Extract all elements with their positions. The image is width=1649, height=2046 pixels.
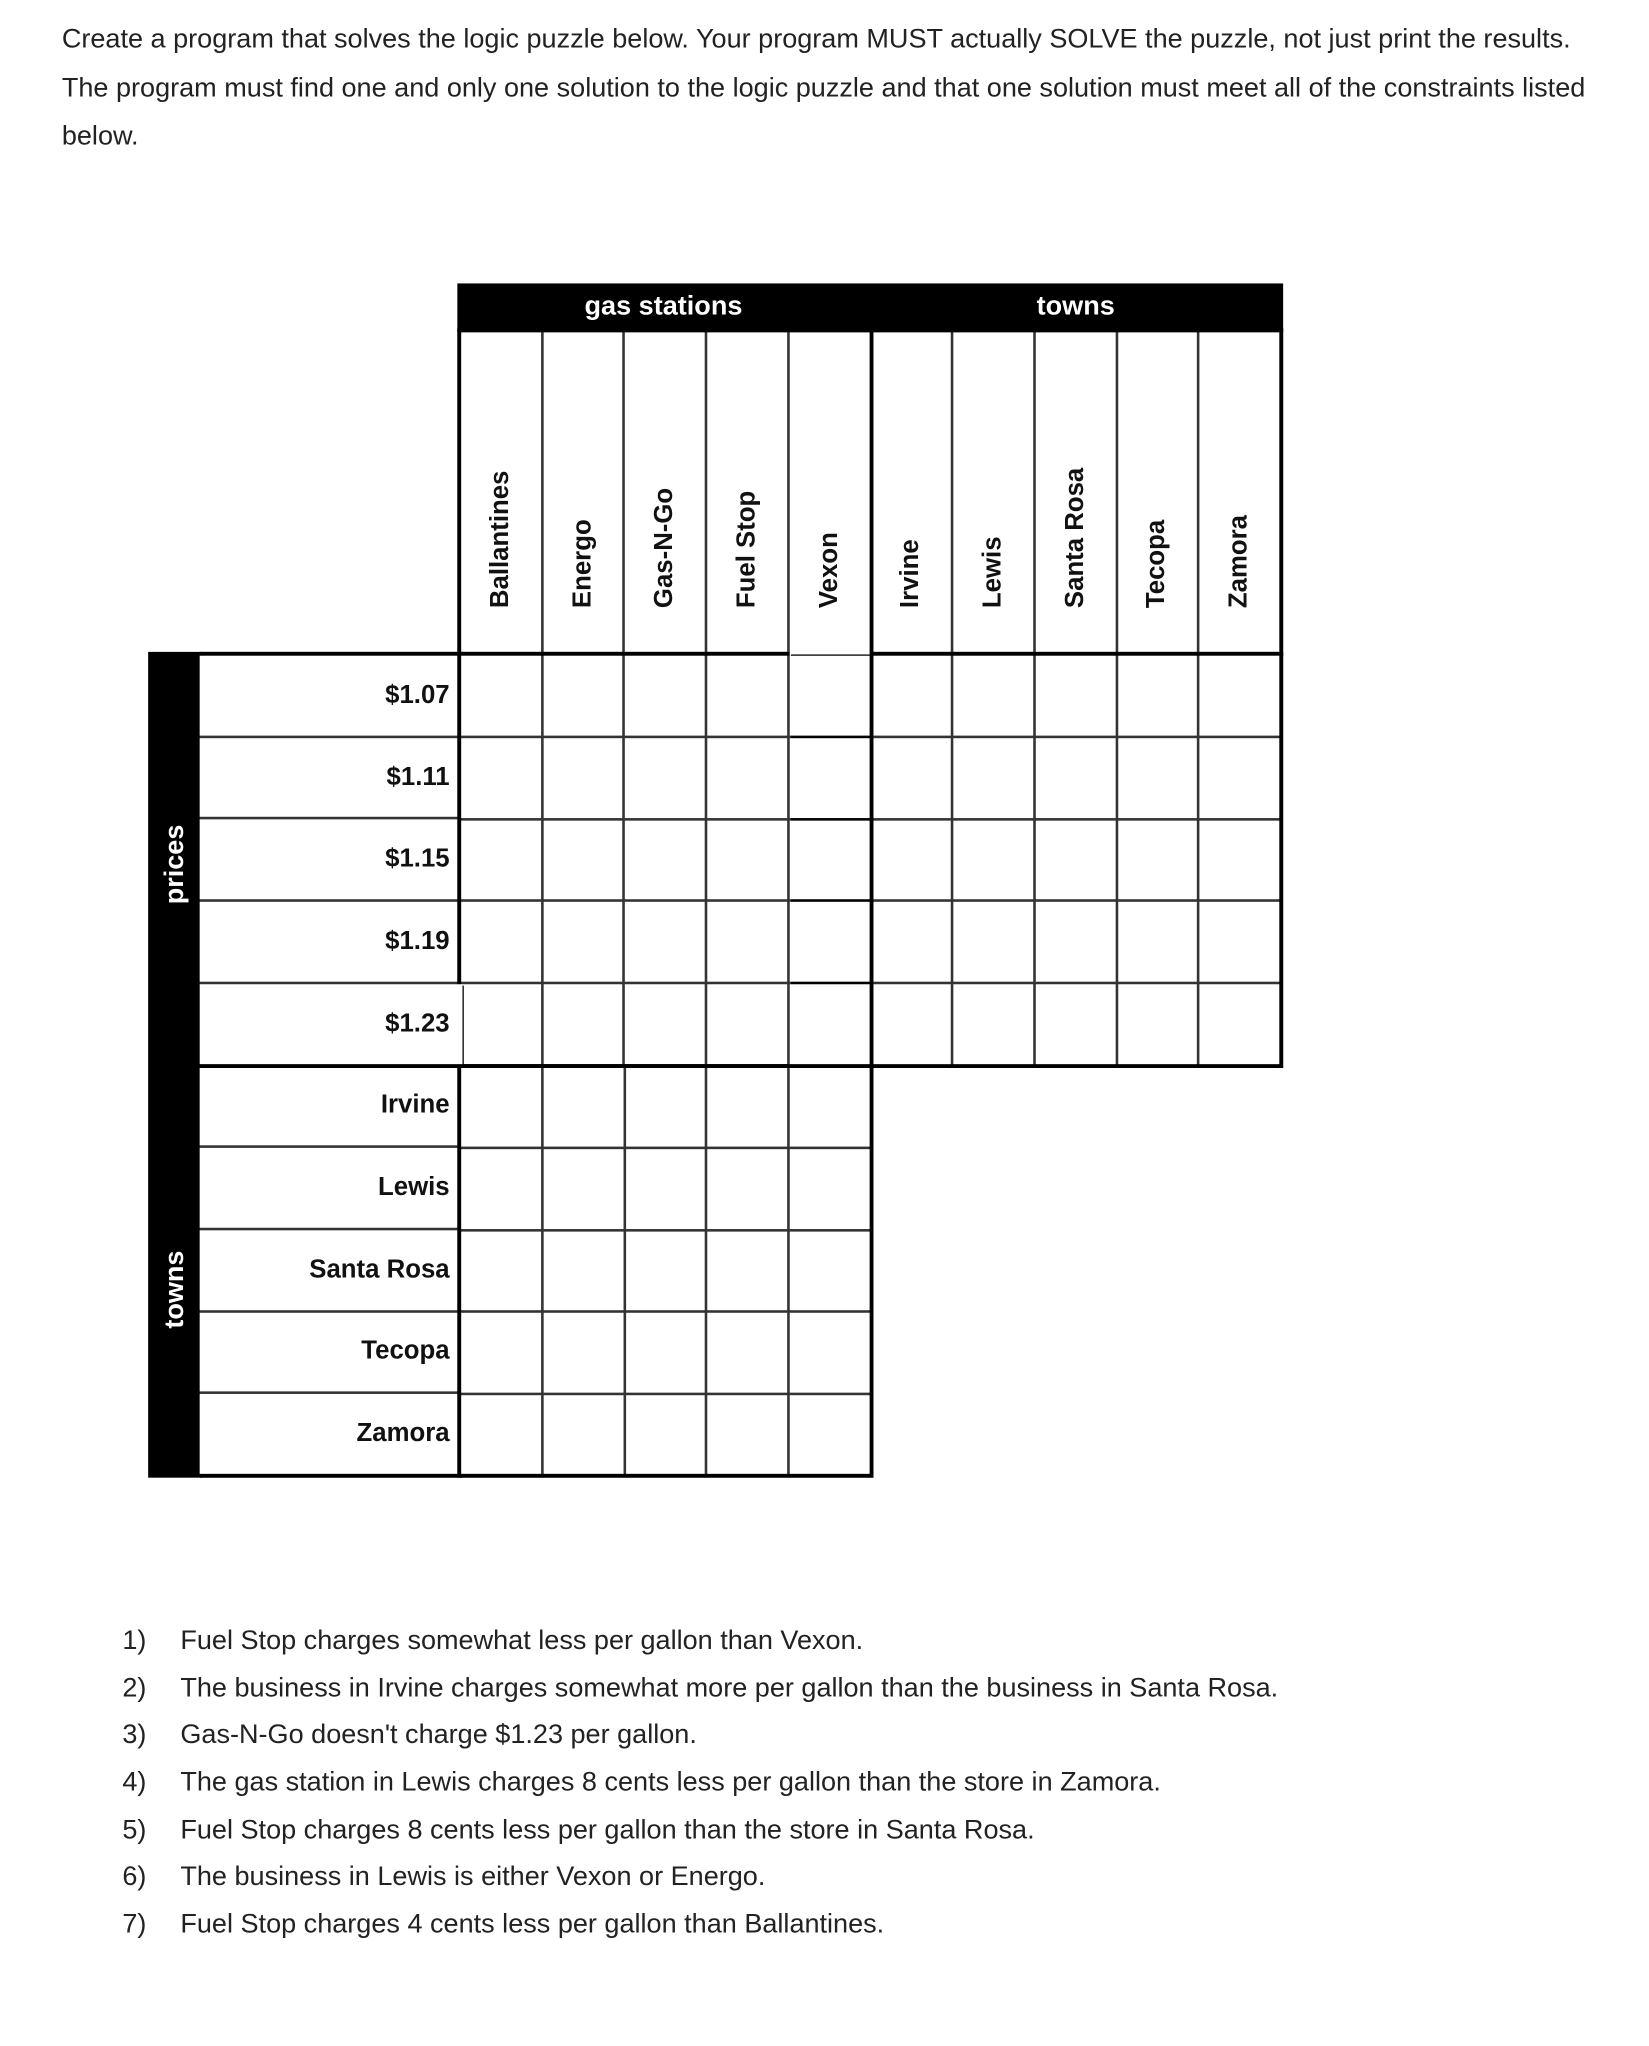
row-header: [200, 902, 463, 981]
grid-cell[interactable]: [789, 656, 868, 736]
clue-number: 4): [122, 1767, 147, 1798]
grid-cell[interactable]: [707, 656, 786, 736]
grid-cell[interactable]: [872, 902, 951, 982]
row-header: [200, 820, 463, 899]
grid-cell[interactable]: [543, 1395, 623, 1474]
row-headers: [200, 652, 463, 1478]
grid-cell[interactable]: [789, 738, 868, 818]
grid-cell[interactable]: [872, 656, 951, 736]
clue-number: 7): [122, 1909, 147, 1940]
grid-cell[interactable]: [461, 1068, 541, 1147]
grid-cell[interactable]: [1200, 738, 1279, 818]
column-label: Santa Rosa: [1060, 467, 1089, 609]
column-header: [543, 332, 622, 655]
grid-cell[interactable]: [461, 985, 540, 1065]
grid-cell[interactable]: [626, 1150, 706, 1229]
grid-cell[interactable]: [543, 1231, 623, 1310]
grid-cell[interactable]: [625, 985, 704, 1065]
grid-cell[interactable]: [954, 985, 1033, 1065]
grid-cell[interactable]: [1118, 820, 1197, 900]
grid-cell[interactable]: [872, 820, 951, 900]
grid-cell[interactable]: [626, 1068, 706, 1147]
grid-cell[interactable]: [461, 656, 540, 736]
column-header: [707, 332, 786, 655]
grid-cell[interactable]: [954, 820, 1033, 900]
grid-cell[interactable]: [625, 656, 704, 736]
column-header: [872, 332, 951, 655]
row-header: [200, 738, 463, 817]
grid-cell[interactable]: [461, 1231, 541, 1310]
clue-text: The business in Lewis is either Vexon or Energo.: [180, 1862, 766, 1892]
row-header: [200, 984, 463, 1063]
clue-number: 6): [122, 1862, 147, 1892]
left-group-header: [148, 652, 202, 1478]
clue-text: The gas station in Lewis charges 8 cents less per gallon than the store in Zamora.: [180, 1767, 1161, 1798]
column-header: [954, 332, 1033, 655]
grid-cell[interactable]: [872, 985, 951, 1065]
column-label: Tecopa: [1142, 519, 1171, 609]
column-label: Gas-N-Go: [650, 487, 679, 609]
grid-cell[interactable]: [461, 1313, 541, 1392]
row-header: [200, 1394, 463, 1473]
grid-cell[interactable]: [707, 820, 786, 900]
column-label: Zamora: [1224, 514, 1254, 609]
column-header: [1118, 332, 1197, 655]
grid-cell[interactable]: [461, 820, 540, 900]
grid-cell[interactable]: [954, 738, 1033, 818]
grid-cell[interactable]: [543, 1150, 623, 1229]
row-header: [200, 1148, 463, 1227]
grid-cell[interactable]: [543, 738, 622, 818]
column-header: [625, 332, 704, 655]
row-header: [200, 1312, 463, 1391]
grid-cell[interactable]: [543, 1313, 623, 1392]
column-label: Energo: [568, 519, 597, 609]
grid-cell[interactable]: [1036, 902, 1115, 982]
column-header: [1200, 332, 1279, 655]
grid-cell[interactable]: [1200, 820, 1279, 900]
clue-item: [122, 1760, 1278, 1807]
grid-cell[interactable]: [1118, 902, 1197, 982]
clue-number: 5): [122, 1814, 147, 1845]
row-label: Tecopa: [361, 1337, 450, 1366]
clue-number: 3): [122, 1720, 147, 1750]
clue-text: Fuel Stop charges 8 cents less per gallon than the store in Santa Rosa.: [180, 1814, 1035, 1845]
row-label: $1.11: [386, 762, 450, 792]
column-label: Lewis: [978, 536, 1007, 609]
grid-cell[interactable]: [626, 1395, 706, 1474]
grid-cell[interactable]: [789, 985, 868, 1065]
row-label: Lewis: [378, 1173, 450, 1202]
clue-item: [122, 1854, 1278, 1901]
column-label: Fuel Stop: [732, 490, 761, 609]
grid-cell[interactable]: [789, 902, 868, 982]
clue-number: 1): [122, 1625, 147, 1656]
grid-cell[interactable]: [1200, 902, 1279, 982]
grid-cell[interactable]: [707, 738, 786, 818]
row-header: [200, 1066, 463, 1145]
grid-cell[interactable]: [543, 902, 622, 982]
group-label-towns-left: towns: [159, 1250, 190, 1329]
row-label: $1.07: [385, 680, 450, 710]
grid-cell[interactable]: [1036, 985, 1115, 1065]
clue-list: [122, 1618, 1278, 1949]
grid-cell[interactable]: [872, 738, 951, 818]
group-label-prices: prices: [159, 824, 190, 905]
row-label: Santa Rosa: [309, 1255, 450, 1284]
grid-cell[interactable]: [707, 985, 786, 1065]
grid-cell[interactable]: [626, 1231, 706, 1310]
grid-cell[interactable]: [708, 1231, 788, 1310]
column-header: [1036, 332, 1115, 655]
grid-cell[interactable]: [461, 1150, 541, 1229]
group-label-gas-stations: gas stations: [584, 291, 743, 321]
row-header: [200, 1230, 463, 1309]
grid-cell[interactable]: [1200, 985, 1279, 1065]
instructions-text: Create a program that solves the logic puzzle below. Your program MUST actually SOLVE the puzzle, not just print the results. The program must find one and only one solution to the logic puzzle and that one solution must meet all of the constraints listed below.: [61, 24, 1586, 151]
clue-item: [122, 1618, 1278, 1665]
grid-prices-block: [457, 652, 1283, 1068]
grid-cell[interactable]: [789, 820, 868, 900]
group-label-towns: towns: [1036, 291, 1115, 321]
row-label: $1.19: [385, 926, 450, 956]
grid-cell[interactable]: [1118, 985, 1197, 1065]
grid-cell[interactable]: [626, 1313, 706, 1392]
grid-cell[interactable]: [790, 1068, 870, 1147]
grid-cell[interactable]: [1118, 738, 1197, 818]
grid-cell[interactable]: [461, 902, 540, 982]
grid-cell[interactable]: [1118, 656, 1197, 736]
column-header: [461, 332, 540, 655]
grid-cell[interactable]: [954, 656, 1033, 736]
clue-text: Fuel Stop charges 4 cents less per gallon than Ballantines.: [180, 1909, 885, 1940]
grid-cell[interactable]: [790, 1231, 870, 1310]
grid-cell[interactable]: [708, 1150, 788, 1229]
grid-cell[interactable]: [543, 1068, 623, 1147]
grid-cell[interactable]: [625, 902, 704, 982]
column-label: Ballantines: [486, 470, 515, 609]
clue-text: The business in Irvine charges somewhat more per gallon than the business in Santa Rosa.: [180, 1673, 1279, 1703]
clue-number: 2): [122, 1673, 147, 1703]
grid-cell[interactable]: [790, 1150, 870, 1229]
top-group-header: [457, 283, 1283, 331]
row-header: [200, 656, 463, 735]
grid-cell[interactable]: [461, 1395, 541, 1474]
column-label: Irvine: [896, 539, 925, 609]
grid-cell[interactable]: [1036, 738, 1115, 818]
grid-cell[interactable]: [1036, 656, 1115, 736]
clue-item: [122, 1665, 1278, 1712]
grid-cell[interactable]: [708, 1068, 788, 1147]
column-header: [789, 332, 868, 655]
grid-cell[interactable]: [625, 738, 704, 818]
row-label: Irvine: [380, 1090, 450, 1120]
grid-cell[interactable]: [1036, 820, 1115, 900]
grid-towns-stations-block: [457, 1064, 873, 1478]
column-label: Vexon: [814, 532, 843, 609]
row-label: $1.23: [385, 1008, 450, 1038]
grid-cell[interactable]: [790, 1395, 870, 1474]
row-label: Zamora: [356, 1419, 450, 1448]
clue-item: [122, 1807, 1278, 1854]
column-headers: [457, 329, 1283, 656]
grid-cell[interactable]: [790, 1313, 870, 1392]
grid-cell[interactable]: [954, 902, 1033, 982]
grid-cell[interactable]: [543, 656, 622, 736]
clue-item: [122, 1713, 1278, 1760]
grid-cell[interactable]: [1200, 656, 1279, 736]
grid-cell[interactable]: [543, 820, 622, 900]
grid-cell[interactable]: [708, 1395, 788, 1474]
clue-text: Gas-N-Go doesn't charge $1.23 per gallon.: [180, 1720, 697, 1750]
grid-cell[interactable]: [461, 738, 540, 818]
clue-text: Fuel Stop charges somewhat less per gallon than Vexon.: [180, 1625, 864, 1656]
row-label: $1.15: [385, 844, 450, 874]
clue-item: [122, 1902, 1278, 1949]
grid-cell[interactable]: [625, 820, 704, 900]
grid-cell[interactable]: [707, 902, 786, 982]
grid-cell[interactable]: [708, 1313, 788, 1392]
grid-cell[interactable]: [543, 985, 622, 1065]
